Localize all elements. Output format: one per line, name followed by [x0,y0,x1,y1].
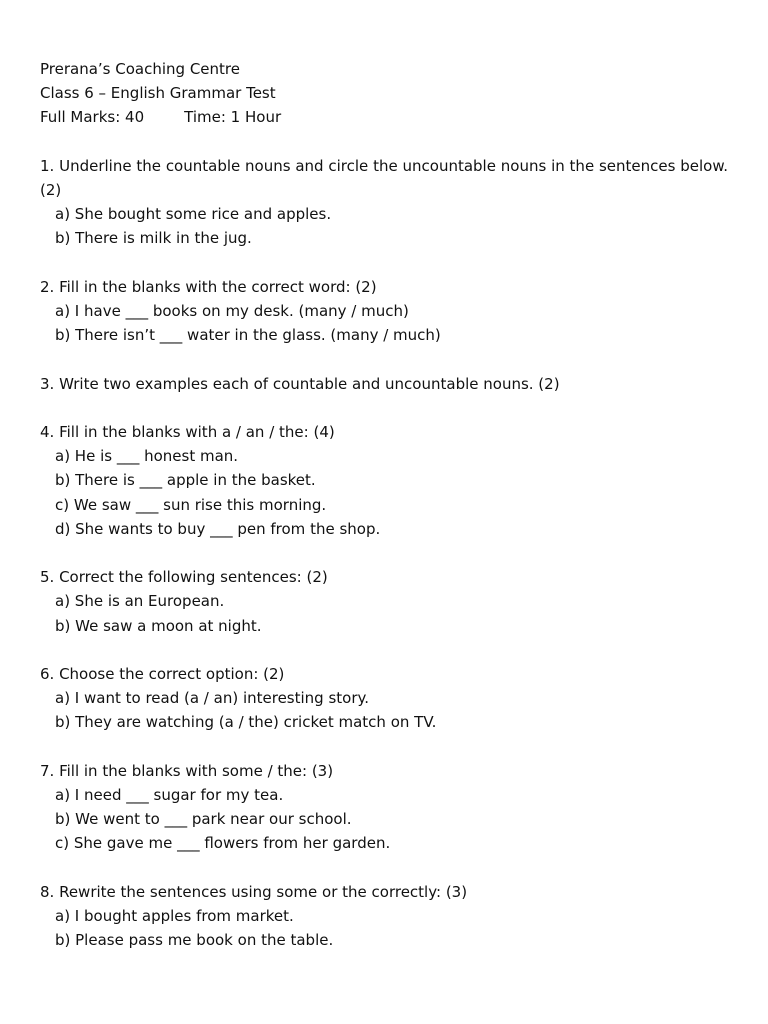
question-item: a) She bought some rice and apples. [55,205,332,224]
question-item: b) There isn’t ___ water in the glass. (many / much) [55,326,441,345]
question-item: b) We went to ___ park near our school. [55,810,352,829]
spacer [40,347,728,371]
question-text: 2. Fill in the blanks with the correct word: (2) [40,277,377,296]
time-allowed: Time: 1 Hour [184,108,282,127]
question-item: b) Please pass me book on the table. [55,931,334,950]
question-item: c) We saw ___ sun rise this morning. [55,495,327,514]
question-block [40,275,728,348]
question-block [40,372,728,396]
question-item: b) They are watching (a / the) cricket match on TV. [55,713,437,732]
question-item: d) She wants to buy ___ pen from the shop. [55,519,381,538]
spacer [40,251,728,275]
question-block [40,420,728,541]
spacer [40,735,728,759]
question-item: a) I want to read (a / an) interesting story. [55,689,370,708]
question-item: b) There is milk in the jug. [55,229,252,248]
question-text: 1. Underline the countable nouns and circle the uncountable nouns in the sentences below. (2) [40,156,728,199]
test-header [40,57,728,130]
question-item: b) We saw a moon at night. [55,616,262,635]
question-item: a) I need ___ sugar for my tea. [55,785,284,804]
question-item: a) She is an European. [55,592,225,611]
question-text: 7. Fill in the blanks with some / the: (3) [40,761,334,780]
question-block [40,662,728,735]
question-block [40,565,728,638]
question-block [40,759,728,856]
question-text: 4. Fill in the blanks with a / an / the: (4) [40,422,335,441]
question-text: 5. Correct the following sentences: (2) [40,568,328,587]
question-list [40,130,728,953]
spacer [40,396,728,420]
spacer [40,638,728,662]
spacer [40,856,728,880]
test-title: Class 6 – English Grammar Test [40,84,276,103]
question-item: c) She gave me ___ flowers from her garden. [55,834,391,853]
question-item: b) There is ___ apple in the basket. [55,471,316,490]
full-marks: Full Marks: 40 [40,108,145,127]
question-text: 3. Write two examples each of countable and uncountable nouns. (2) [40,374,560,393]
spacer [40,541,728,565]
marks-time-line [40,105,728,129]
question-item: a) I bought apples from market. [55,906,294,925]
test-paper [40,57,728,952]
question-item: a) He is ___ honest man. [55,447,239,466]
question-text: 8. Rewrite the sentences using some or the correctly: (3) [40,882,468,901]
question-item: a) I have ___ books on my desk. (many / much) [55,302,409,320]
question-text: 6. Choose the correct option: (2) [40,664,285,683]
institute-name: Prerana’s Coaching Centre [40,60,240,78]
spacer [40,130,728,154]
question-block [40,880,728,953]
question-block [40,154,728,251]
